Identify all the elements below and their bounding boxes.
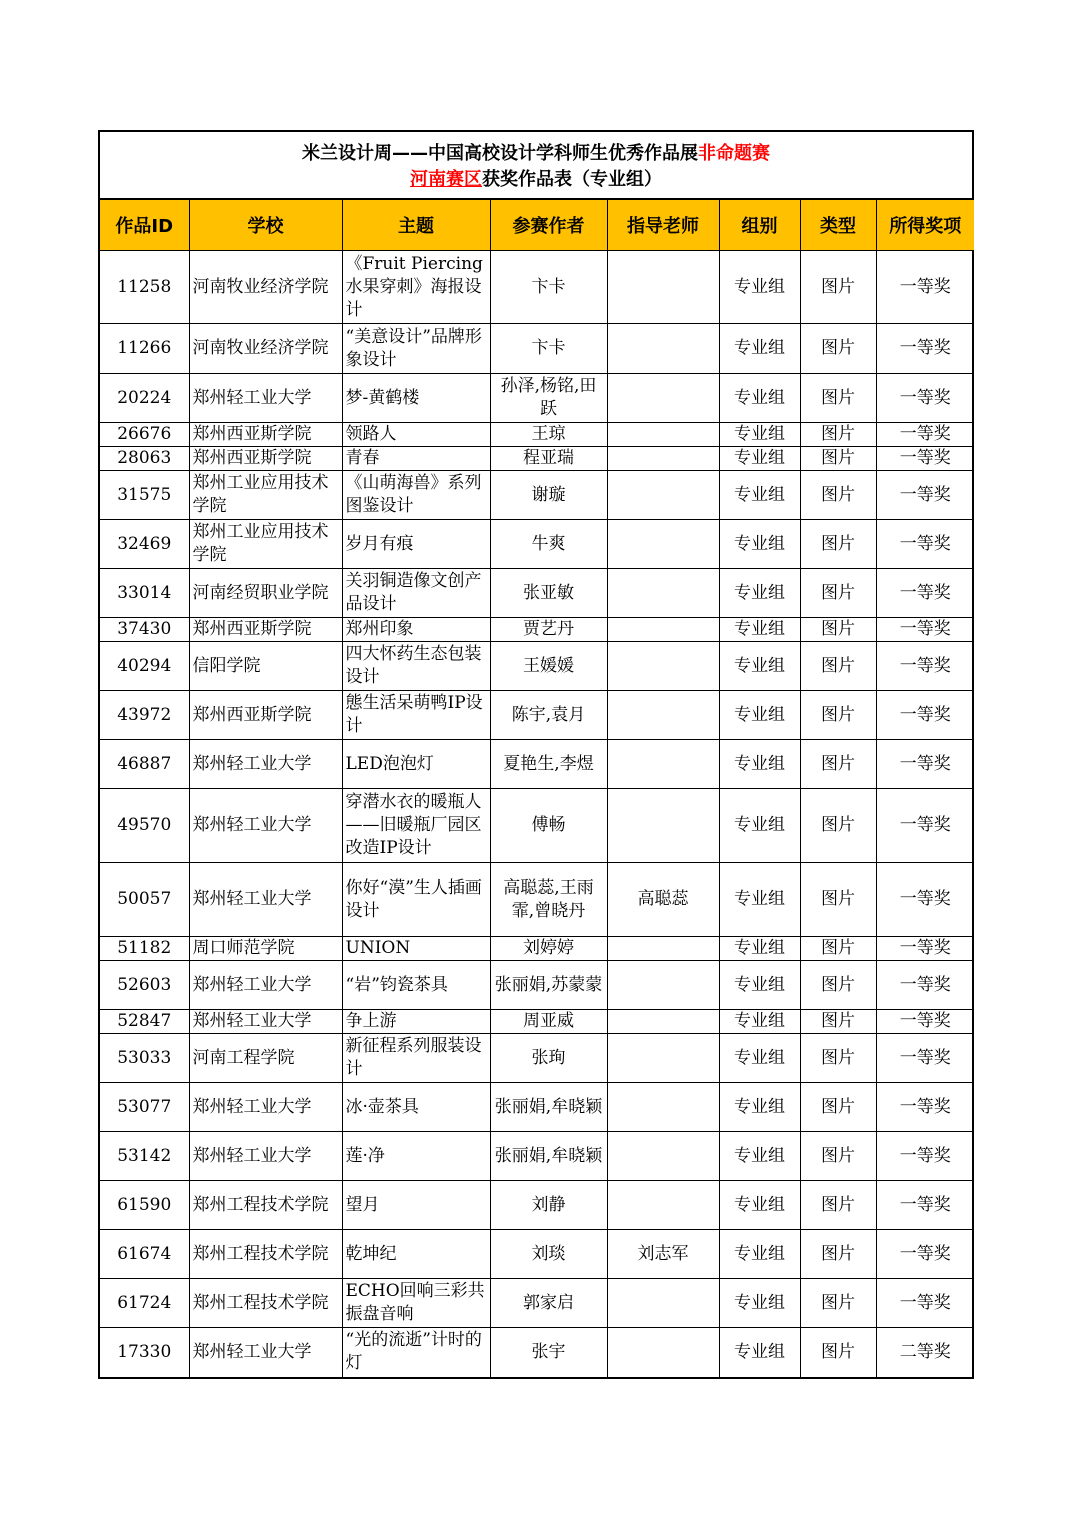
cell-id: 11266 — [100, 324, 189, 374]
cell-group: 专业组 — [719, 374, 800, 423]
cell-school: 郑州西亚斯学院 — [189, 691, 342, 740]
cell-group: 专业组 — [719, 1230, 800, 1279]
cell-type: 图片 — [800, 1010, 876, 1034]
cell-type: 图片 — [800, 1230, 876, 1279]
col-header-author: 参赛作者 — [490, 200, 607, 251]
cell-id: 28063 — [100, 447, 189, 471]
cell-author: 张珣 — [490, 1034, 607, 1083]
cell-author: 周亚威 — [490, 1010, 607, 1034]
cell-school: 郑州轻工业大学 — [189, 1132, 342, 1181]
cell-theme: ECHO回响三彩共振盘音响 — [342, 1279, 490, 1328]
cell-advisor — [607, 691, 719, 740]
cell-author: 程亚瑞 — [490, 447, 607, 471]
table-row — [100, 863, 974, 937]
cell-group: 专业组 — [719, 423, 800, 447]
table-row — [100, 1328, 974, 1377]
cell-id: 32469 — [100, 520, 189, 569]
cell-type: 图片 — [800, 520, 876, 569]
cell-school: 郑州工业应用技术学院 — [189, 520, 342, 569]
award-table — [100, 200, 974, 1377]
cell-theme: 冰·壶茶具 — [342, 1083, 490, 1132]
table-row — [100, 789, 974, 863]
cell-type: 图片 — [800, 1034, 876, 1083]
cell-id: 37430 — [100, 618, 189, 642]
cell-theme: 望月 — [342, 1181, 490, 1230]
cell-type: 图片 — [800, 1181, 876, 1230]
cell-award: 一等奖 — [876, 740, 974, 789]
cell-theme: 关羽铜造像文创产品设计 — [342, 569, 490, 618]
cell-school: 郑州轻工业大学 — [189, 1328, 342, 1377]
cell-group: 专业组 — [719, 1328, 800, 1377]
cell-award: 一等奖 — [876, 251, 974, 324]
cell-advisor — [607, 961, 719, 1010]
table-row — [100, 324, 974, 374]
cell-type: 图片 — [800, 447, 876, 471]
cell-advisor — [607, 789, 719, 863]
cell-id: 61590 — [100, 1181, 189, 1230]
cell-author: 孙泽,杨铭,田跃 — [490, 374, 607, 423]
table-row — [100, 937, 974, 961]
cell-group: 专业组 — [719, 520, 800, 569]
cell-group: 专业组 — [719, 863, 800, 937]
cell-author: 卞卡 — [490, 251, 607, 324]
cell-id: 53033 — [100, 1034, 189, 1083]
cell-school: 郑州轻工业大学 — [189, 1010, 342, 1034]
cell-group: 专业组 — [719, 740, 800, 789]
cell-id: 61724 — [100, 1279, 189, 1328]
table-row — [100, 471, 974, 520]
cell-advisor — [607, 520, 719, 569]
cell-group: 专业组 — [719, 1010, 800, 1034]
table-row — [100, 1010, 974, 1034]
cell-id: 61674 — [100, 1230, 189, 1279]
title-highlight: 非命题赛 — [698, 143, 770, 164]
cell-id: 52603 — [100, 961, 189, 1010]
cell-school: 郑州轻工业大学 — [189, 789, 342, 863]
cell-author: 刘琰 — [490, 1230, 607, 1279]
cell-theme: “美意设计”品牌形象设计 — [342, 324, 490, 374]
cell-id: 53077 — [100, 1083, 189, 1132]
cell-award: 一等奖 — [876, 1230, 974, 1279]
table-row — [100, 520, 974, 569]
cell-award: 二等奖 — [876, 1328, 974, 1377]
cell-advisor — [607, 1328, 719, 1377]
cell-award: 一等奖 — [876, 374, 974, 423]
cell-school: 郑州轻工业大学 — [189, 863, 342, 937]
table-row — [100, 1181, 974, 1230]
cell-type: 图片 — [800, 374, 876, 423]
cell-group: 专业组 — [719, 937, 800, 961]
col-header-award: 所得奖项 — [876, 200, 974, 251]
cell-author: 王媛媛 — [490, 642, 607, 691]
cell-award: 一等奖 — [876, 569, 974, 618]
cell-school: 河南经贸职业学院 — [189, 569, 342, 618]
cell-id: 51182 — [100, 937, 189, 961]
cell-award: 一等奖 — [876, 642, 974, 691]
cell-award: 一等奖 — [876, 520, 974, 569]
table-row — [100, 740, 974, 789]
cell-advisor — [607, 1010, 719, 1034]
cell-school: 郑州西亚斯学院 — [189, 618, 342, 642]
cell-advisor: 高聪蕊 — [607, 863, 719, 937]
cell-advisor — [607, 1279, 719, 1328]
cell-theme: 你好“漠”生人插画设计 — [342, 863, 490, 937]
cell-author: 张亚敏 — [490, 569, 607, 618]
cell-school: 郑州轻工业大学 — [189, 1083, 342, 1132]
cell-type: 图片 — [800, 324, 876, 374]
cell-author: 卞卡 — [490, 324, 607, 374]
award-sheet — [98, 130, 974, 1379]
table-row — [100, 691, 974, 740]
cell-author: 刘婷婷 — [490, 937, 607, 961]
cell-advisor — [607, 618, 719, 642]
cell-theme: 梦-黄鹤楼 — [342, 374, 490, 423]
cell-theme: 態生活呆萌鸭IP设计 — [342, 691, 490, 740]
cell-id: 53142 — [100, 1132, 189, 1181]
cell-id: 49570 — [100, 789, 189, 863]
title-line-2 — [100, 167, 972, 193]
table-row — [100, 1279, 974, 1328]
cell-type: 图片 — [800, 740, 876, 789]
col-header-theme: 主题 — [342, 200, 490, 251]
cell-group: 专业组 — [719, 618, 800, 642]
title-line-1 — [100, 141, 972, 167]
col-header-type: 类型 — [800, 200, 876, 251]
cell-group: 专业组 — [719, 789, 800, 863]
cell-group: 专业组 — [719, 1279, 800, 1328]
cell-author: 张丽娟,牟晓颖 — [490, 1083, 607, 1132]
cell-group: 专业组 — [719, 471, 800, 520]
col-header-advisor: 指导老师 — [607, 200, 719, 251]
cell-advisor — [607, 374, 719, 423]
cell-award: 一等奖 — [876, 937, 974, 961]
table-row — [100, 374, 974, 423]
cell-type: 图片 — [800, 863, 876, 937]
cell-id: 40294 — [100, 642, 189, 691]
table-row — [100, 618, 974, 642]
cell-id: 46887 — [100, 740, 189, 789]
cell-type: 图片 — [800, 789, 876, 863]
cell-award: 一等奖 — [876, 789, 974, 863]
cell-school: 郑州工程技术学院 — [189, 1230, 342, 1279]
cell-id: 52847 — [100, 1010, 189, 1034]
cell-id: 17330 — [100, 1328, 189, 1377]
cell-school: 河南牧业经济学院 — [189, 324, 342, 374]
cell-advisor — [607, 1132, 719, 1181]
cell-id: 11258 — [100, 251, 189, 324]
cell-type: 图片 — [800, 1328, 876, 1377]
cell-author: 张丽娟,苏蒙蒙 — [490, 961, 607, 1010]
cell-advisor — [607, 642, 719, 691]
cell-author: 贾艺丹 — [490, 618, 607, 642]
cell-advisor — [607, 1034, 719, 1083]
cell-theme: UNION — [342, 937, 490, 961]
col-header-school: 学校 — [189, 200, 342, 251]
cell-type: 图片 — [800, 569, 876, 618]
cell-type: 图片 — [800, 471, 876, 520]
cell-theme: 《Fruit Piercing 水果穿刺》海报设计 — [342, 251, 490, 324]
cell-type: 图片 — [800, 1279, 876, 1328]
cell-school: 郑州西亚斯学院 — [189, 447, 342, 471]
cell-award: 一等奖 — [876, 863, 974, 937]
table-row — [100, 1230, 974, 1279]
cell-theme: “光的流逝”计时的灯 — [342, 1328, 490, 1377]
cell-author: 张宇 — [490, 1328, 607, 1377]
cell-advisor — [607, 740, 719, 789]
cell-award: 一等奖 — [876, 423, 974, 447]
table-row — [100, 1034, 974, 1083]
cell-id: 20224 — [100, 374, 189, 423]
cell-advisor — [607, 447, 719, 471]
cell-author: 王琼 — [490, 423, 607, 447]
cell-theme: 新征程系列服装设计 — [342, 1034, 490, 1083]
cell-theme: 莲·净 — [342, 1132, 490, 1181]
cell-school: 郑州工程技术学院 — [189, 1181, 342, 1230]
cell-group: 专业组 — [719, 1132, 800, 1181]
header-row — [100, 200, 974, 251]
table-row — [100, 1083, 974, 1132]
cell-author: 刘静 — [490, 1181, 607, 1230]
cell-award: 一等奖 — [876, 1181, 974, 1230]
cell-advisor — [607, 1083, 719, 1132]
cell-advisor — [607, 1181, 719, 1230]
cell-school: 河南牧业经济学院 — [189, 251, 342, 324]
cell-award: 一等奖 — [876, 1010, 974, 1034]
cell-group: 专业组 — [719, 1181, 800, 1230]
table-row — [100, 447, 974, 471]
col-header-group: 组别 — [719, 200, 800, 251]
cell-advisor — [607, 324, 719, 374]
cell-author: 陈宇,袁月 — [490, 691, 607, 740]
cell-school: 郑州轻工业大学 — [189, 961, 342, 1010]
cell-school: 郑州轻工业大学 — [189, 740, 342, 789]
table-row — [100, 1132, 974, 1181]
cell-advisor — [607, 471, 719, 520]
cell-id: 50057 — [100, 863, 189, 937]
table-row — [100, 961, 974, 1010]
cell-theme: 乾坤纪 — [342, 1230, 490, 1279]
cell-type: 图片 — [800, 1083, 876, 1132]
cell-theme: 穿潜水衣的暖瓶人——旧暖瓶厂园区改造IP设计 — [342, 789, 490, 863]
cell-id: 43972 — [100, 691, 189, 740]
cell-group: 专业组 — [719, 961, 800, 1010]
cell-school: 河南工程学院 — [189, 1034, 342, 1083]
cell-type: 图片 — [800, 642, 876, 691]
cell-group: 专业组 — [719, 1034, 800, 1083]
cell-theme: 郑州印象 — [342, 618, 490, 642]
table-row — [100, 423, 974, 447]
cell-award: 一等奖 — [876, 447, 974, 471]
cell-award: 一等奖 — [876, 691, 974, 740]
cell-group: 专业组 — [719, 447, 800, 471]
cell-theme: 青春 — [342, 447, 490, 471]
cell-author: 傅畅 — [490, 789, 607, 863]
cell-type: 图片 — [800, 423, 876, 447]
cell-author: 谢璇 — [490, 471, 607, 520]
cell-advisor — [607, 251, 719, 324]
cell-group: 专业组 — [719, 569, 800, 618]
title-text: 米兰设计周——中国高校设计学科师生优秀作品展 — [302, 143, 698, 164]
cell-school: 郑州轻工业大学 — [189, 374, 342, 423]
cell-author: 郭家启 — [490, 1279, 607, 1328]
table-row — [100, 569, 974, 618]
cell-school: 郑州工业应用技术学院 — [189, 471, 342, 520]
cell-theme: “岩”钧瓷茶具 — [342, 961, 490, 1010]
cell-award: 一等奖 — [876, 324, 974, 374]
cell-award: 一等奖 — [876, 1034, 974, 1083]
cell-award: 一等奖 — [876, 1279, 974, 1328]
cell-group: 专业组 — [719, 642, 800, 691]
cell-theme: LED泡泡灯 — [342, 740, 490, 789]
cell-author: 夏艳生,李煜 — [490, 740, 607, 789]
cell-advisor — [607, 423, 719, 447]
cell-type: 图片 — [800, 618, 876, 642]
cell-author: 牛爽 — [490, 520, 607, 569]
cell-theme: 《山萌海兽》系列图鉴设计 — [342, 471, 490, 520]
cell-award: 一等奖 — [876, 471, 974, 520]
title-suffix: 获奖作品表（专业组） — [482, 169, 662, 190]
cell-id: 26676 — [100, 423, 189, 447]
cell-type: 图片 — [800, 937, 876, 961]
cell-type: 图片 — [800, 1132, 876, 1181]
cell-group: 专业组 — [719, 324, 800, 374]
cell-theme: 四大怀药生态包装设计 — [342, 642, 490, 691]
cell-author: 张丽娟,牟晓颖 — [490, 1132, 607, 1181]
cell-award: 一等奖 — [876, 1083, 974, 1132]
cell-group: 专业组 — [719, 1083, 800, 1132]
cell-award: 一等奖 — [876, 1132, 974, 1181]
cell-group: 专业组 — [719, 691, 800, 740]
cell-school: 郑州工程技术学院 — [189, 1279, 342, 1328]
sheet-title — [100, 132, 972, 200]
cell-theme: 岁月有痕 — [342, 520, 490, 569]
cell-school: 信阳学院 — [189, 642, 342, 691]
cell-id: 31575 — [100, 471, 189, 520]
table-row — [100, 251, 974, 324]
cell-type: 图片 — [800, 691, 876, 740]
cell-theme: 领路人 — [342, 423, 490, 447]
cell-advisor: 刘志军 — [607, 1230, 719, 1279]
cell-award: 一等奖 — [876, 961, 974, 1010]
region-highlight: 河南赛区 — [410, 169, 482, 190]
cell-type: 图片 — [800, 251, 876, 324]
cell-author: 高聪蕊,王雨霏,曾晓丹 — [490, 863, 607, 937]
cell-type: 图片 — [800, 961, 876, 1010]
cell-school: 郑州西亚斯学院 — [189, 423, 342, 447]
cell-school: 周口师范学院 — [189, 937, 342, 961]
col-header-id: 作品ID — [100, 200, 189, 251]
cell-advisor — [607, 569, 719, 618]
cell-group: 专业组 — [719, 251, 800, 324]
cell-advisor — [607, 937, 719, 961]
table-row — [100, 642, 974, 691]
cell-id: 33014 — [100, 569, 189, 618]
cell-theme: 争上游 — [342, 1010, 490, 1034]
cell-award: 一等奖 — [876, 618, 974, 642]
